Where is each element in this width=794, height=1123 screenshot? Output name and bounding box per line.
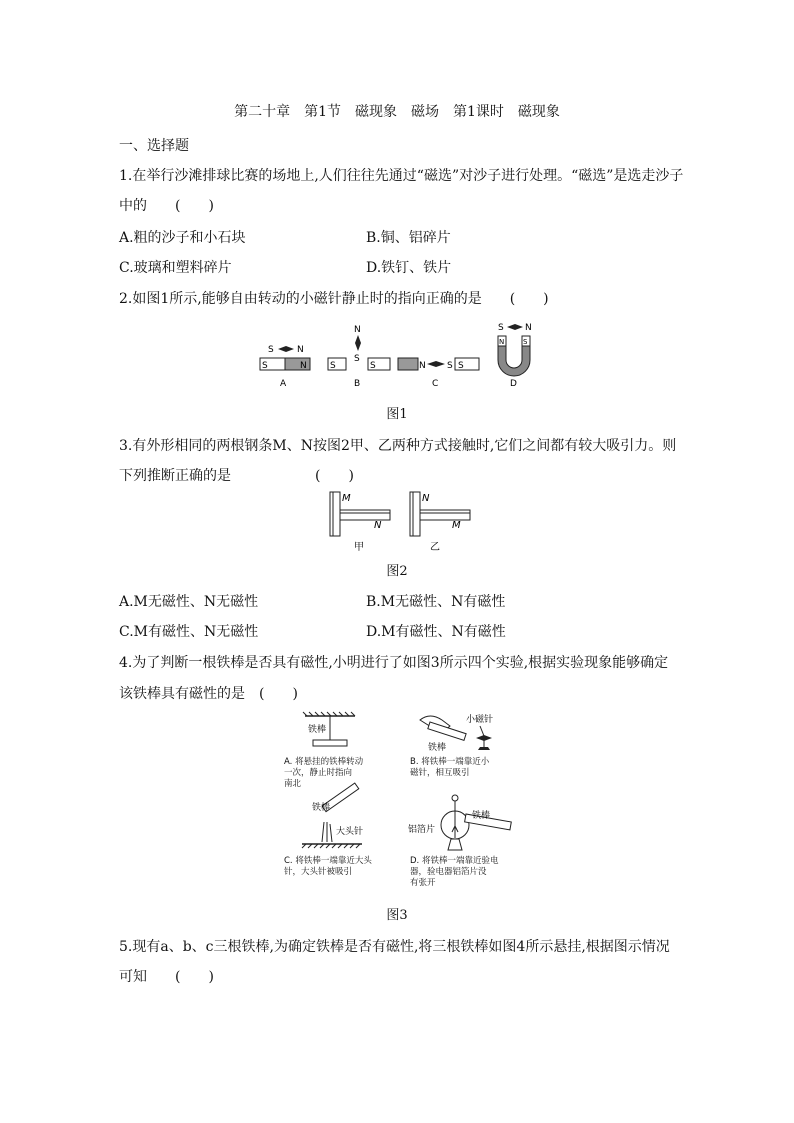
q1-option-d: D.铁钉、铁片 bbox=[366, 260, 452, 276]
svg-text:大头针: 大头针 bbox=[336, 827, 364, 837]
svg-text:铝箔片: 铝箔片 bbox=[408, 825, 436, 835]
svg-text:S: S bbox=[268, 345, 274, 355]
q3-option-b: B.M无磁性、N有磁性 bbox=[366, 594, 506, 610]
svg-text:N: N bbox=[525, 323, 532, 333]
figure-1-option-c bbox=[398, 358, 479, 389]
figure-2-yi bbox=[410, 492, 470, 553]
q5-stem-line2: 可知 ( ) bbox=[119, 969, 214, 985]
figure-3-note-b: B. 将铁棒一端靠近小 磁针，相互吸引 bbox=[410, 757, 490, 778]
svg-text:S: S bbox=[262, 361, 268, 371]
svg-text:铁棒: 铁棒 bbox=[308, 725, 327, 735]
figure-3-experiment-d bbox=[408, 795, 511, 850]
svg-text:S: S bbox=[523, 338, 528, 346]
svg-text:A: A bbox=[280, 379, 287, 389]
svg-text:B: B bbox=[354, 379, 361, 389]
figure-2-jia bbox=[330, 492, 390, 553]
figure-2-steel-bars bbox=[320, 490, 480, 556]
q1-stem-line1: 1.在举行沙滩排球比赛的场地上,人们往往先通过“磁选”对沙子进行处理。“磁选”是选走沙子 bbox=[119, 168, 684, 184]
q3-option-a: A.M无磁性、N无磁性 bbox=[119, 594, 259, 610]
figure-1-magnets bbox=[250, 318, 550, 394]
svg-text:M: M bbox=[452, 520, 461, 531]
svg-text:小磁针: 小磁针 bbox=[466, 715, 494, 725]
figure-1-option-b bbox=[328, 325, 390, 389]
q5-stem-line1: 5.现有a、b、c三根铁棒,为确定铁棒是否有磁性,将三根铁棒如图4所示悬挂,根据图示情况 bbox=[119, 939, 670, 955]
svg-text:D: D bbox=[510, 379, 517, 389]
svg-text:N: N bbox=[354, 325, 361, 335]
q4-stem-line1: 4.为了判断一根铁棒是否具有磁性,小明进行了如图3所示四个实验,根据实验现象能够确定 bbox=[119, 655, 669, 671]
svg-text:铁棒: 铁棒 bbox=[472, 811, 491, 821]
svg-text:乙: 乙 bbox=[430, 542, 440, 553]
svg-text:N: N bbox=[374, 520, 382, 531]
svg-text:铁棒: 铁棒 bbox=[428, 743, 447, 753]
svg-text:S: S bbox=[458, 361, 464, 371]
figure-2-caption: 图2 bbox=[386, 564, 408, 579]
svg-text:N: N bbox=[422, 493, 430, 504]
q1-option-c: C.玻璃和塑料碎片 bbox=[119, 260, 232, 276]
svg-text:S: S bbox=[370, 361, 376, 371]
q1-option-a: A.粗的沙子和小石块 bbox=[119, 230, 246, 246]
svg-text:S: S bbox=[498, 323, 504, 333]
svg-text:N: N bbox=[419, 361, 426, 371]
figure-1-caption: 图1 bbox=[386, 407, 408, 422]
figure-3-note-d: D. 将铁棒一端靠近验电 器，验电器铝箔片没 有张开 bbox=[410, 856, 499, 888]
figure-3-note-a: A. 将悬挂的铁棒转动 一次，静止时指向 南北 bbox=[284, 757, 364, 789]
svg-text:甲: 甲 bbox=[354, 542, 364, 553]
svg-text:M: M bbox=[342, 493, 351, 504]
q3-option-c: C.M有磁性、N无磁性 bbox=[119, 624, 259, 640]
figure-3-caption: 图3 bbox=[386, 908, 408, 923]
q3-stem-line2: 下列推断正确的是 ( ) bbox=[119, 468, 354, 484]
q2-stem: 2.如图1所示,能够自由转动的小磁针静止时的指向正确的是 ( ) bbox=[119, 291, 549, 307]
q1-stem-line2: 中的 ( ) bbox=[119, 198, 214, 214]
svg-text:铁棒: 铁棒 bbox=[312, 803, 331, 813]
q3-stem-line1: 3.有外形相同的两根钢条M、N按图2甲、乙两种方式接触时,它们之间都有较大吸引力。则 bbox=[119, 438, 677, 454]
svg-text:S: S bbox=[330, 361, 336, 371]
svg-text:N: N bbox=[499, 338, 505, 346]
svg-text:N: N bbox=[300, 361, 307, 371]
svg-text:C: C bbox=[432, 379, 439, 389]
svg-text:S: S bbox=[354, 354, 360, 364]
svg-text:S: S bbox=[447, 361, 453, 371]
q3-option-d: D.M有磁性、N有磁性 bbox=[366, 624, 506, 640]
figure-1-option-a bbox=[260, 345, 310, 389]
q1-option-b: B.铜、铝碎片 bbox=[366, 230, 451, 246]
page-title: 第二十章 第1节 磁现象 磁场 第1课时 磁现象 bbox=[234, 104, 560, 120]
figure-3-experiment-a bbox=[303, 712, 355, 746]
figure-3-note-c: C. 将铁棒一端靠近大头 针，大头针被吸引 bbox=[284, 856, 372, 877]
figure-1-option-d bbox=[498, 323, 532, 389]
svg-text:N: N bbox=[297, 345, 304, 355]
section-heading: 一、选择题 bbox=[119, 138, 189, 154]
figure-3-experiment-b bbox=[420, 713, 493, 753]
q4-stem-line2: 该铁棒具有磁性的是 ( ) bbox=[119, 686, 298, 702]
figure-3-experiment-c bbox=[302, 783, 363, 848]
